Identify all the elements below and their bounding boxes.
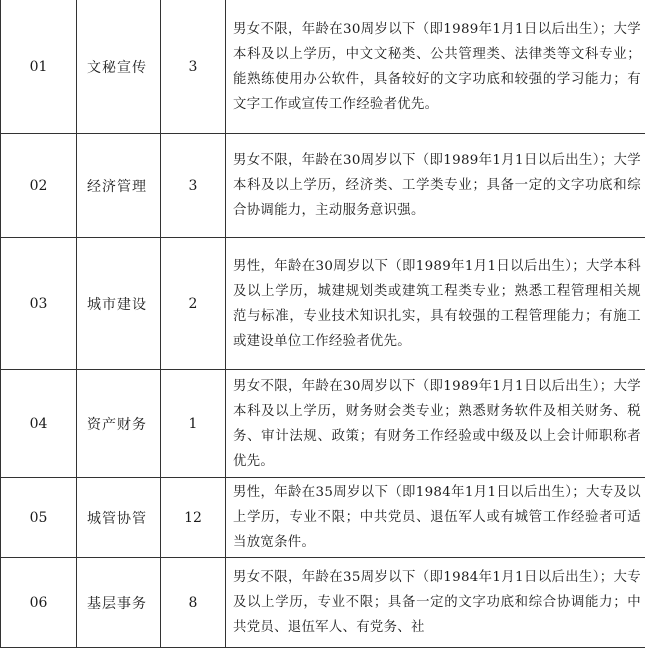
position-requirement: 男女不限，年龄在35周岁以下（即1984年1月1日以后出生）；大专及以上学历，专业不限；具备一定的文字功底和综合协调能力；中共党员、退伍军人、有党务、社 (226, 558, 645, 648)
table-row (1, 478, 645, 558)
position-number: 03 (1, 238, 77, 370)
table-row (1, 0, 645, 134)
position-title: 资产财务 (77, 370, 161, 478)
position-number: 02 (1, 134, 77, 238)
position-number: 05 (1, 478, 77, 558)
position-title: 文秘宣传 (77, 0, 161, 134)
position-requirement: 男女不限，年龄在30周岁以下（即1989年1月1日以后出生）；大学本科及以上学历，财务财会类专业；熟悉财务软件及相关财务、税务、审计法规、政策；有财务工作经验或中级及以上会计师职称者优先。 (226, 370, 645, 478)
table-row (1, 238, 645, 370)
position-requirement: 男性，年龄在35周岁以下（即1984年1月1日以后出生）；大专及以上学历，专业不限；中共党员、退伍军人或有城管工作经验者可适当放宽条件。 (226, 478, 645, 558)
table-row (1, 558, 645, 648)
position-count: 3 (161, 134, 226, 238)
position-number: 01 (1, 0, 77, 134)
position-number: 04 (1, 370, 77, 478)
position-number: 06 (1, 558, 77, 648)
table-row (1, 134, 645, 238)
position-title: 城管协管 (77, 478, 161, 558)
table-row (1, 370, 645, 478)
position-requirement: 男女不限，年龄在30周岁以下（即1989年1月1日以后出生）；大学本科及以上学历，经济类、工学类专业；具备一定的文字功底和综合协调能力，主动服务意识强。 (226, 134, 645, 238)
position-count: 12 (161, 478, 226, 558)
position-requirement: 男性，年龄在30周岁以下（即1989年1月1日以后出生）；大学本科及以上学历，城建规划类或建筑工程类专业；熟悉工程管理相关规范与标准，专业技术知识扎实，具有较强的工程管理能力；有施工或建设单位工作经验者优先。 (226, 238, 645, 370)
position-count: 8 (161, 558, 226, 648)
position-title: 经济管理 (77, 134, 161, 238)
position-title: 城市建设 (77, 238, 161, 370)
position-count: 2 (161, 238, 226, 370)
position-requirement: 男女不限，年龄在30周岁以下（即1989年1月1日以后出生）；大学本科及以上学历，中文文秘类、公共管理类、法律类等文科专业；能熟练使用办公软件，具备较好的文字功底和较强的学习能力；有文字工作或宣传工作经验者优先。 (226, 0, 645, 134)
position-title: 基层事务 (77, 558, 161, 648)
position-count: 3 (161, 0, 226, 134)
position-count: 1 (161, 370, 226, 478)
